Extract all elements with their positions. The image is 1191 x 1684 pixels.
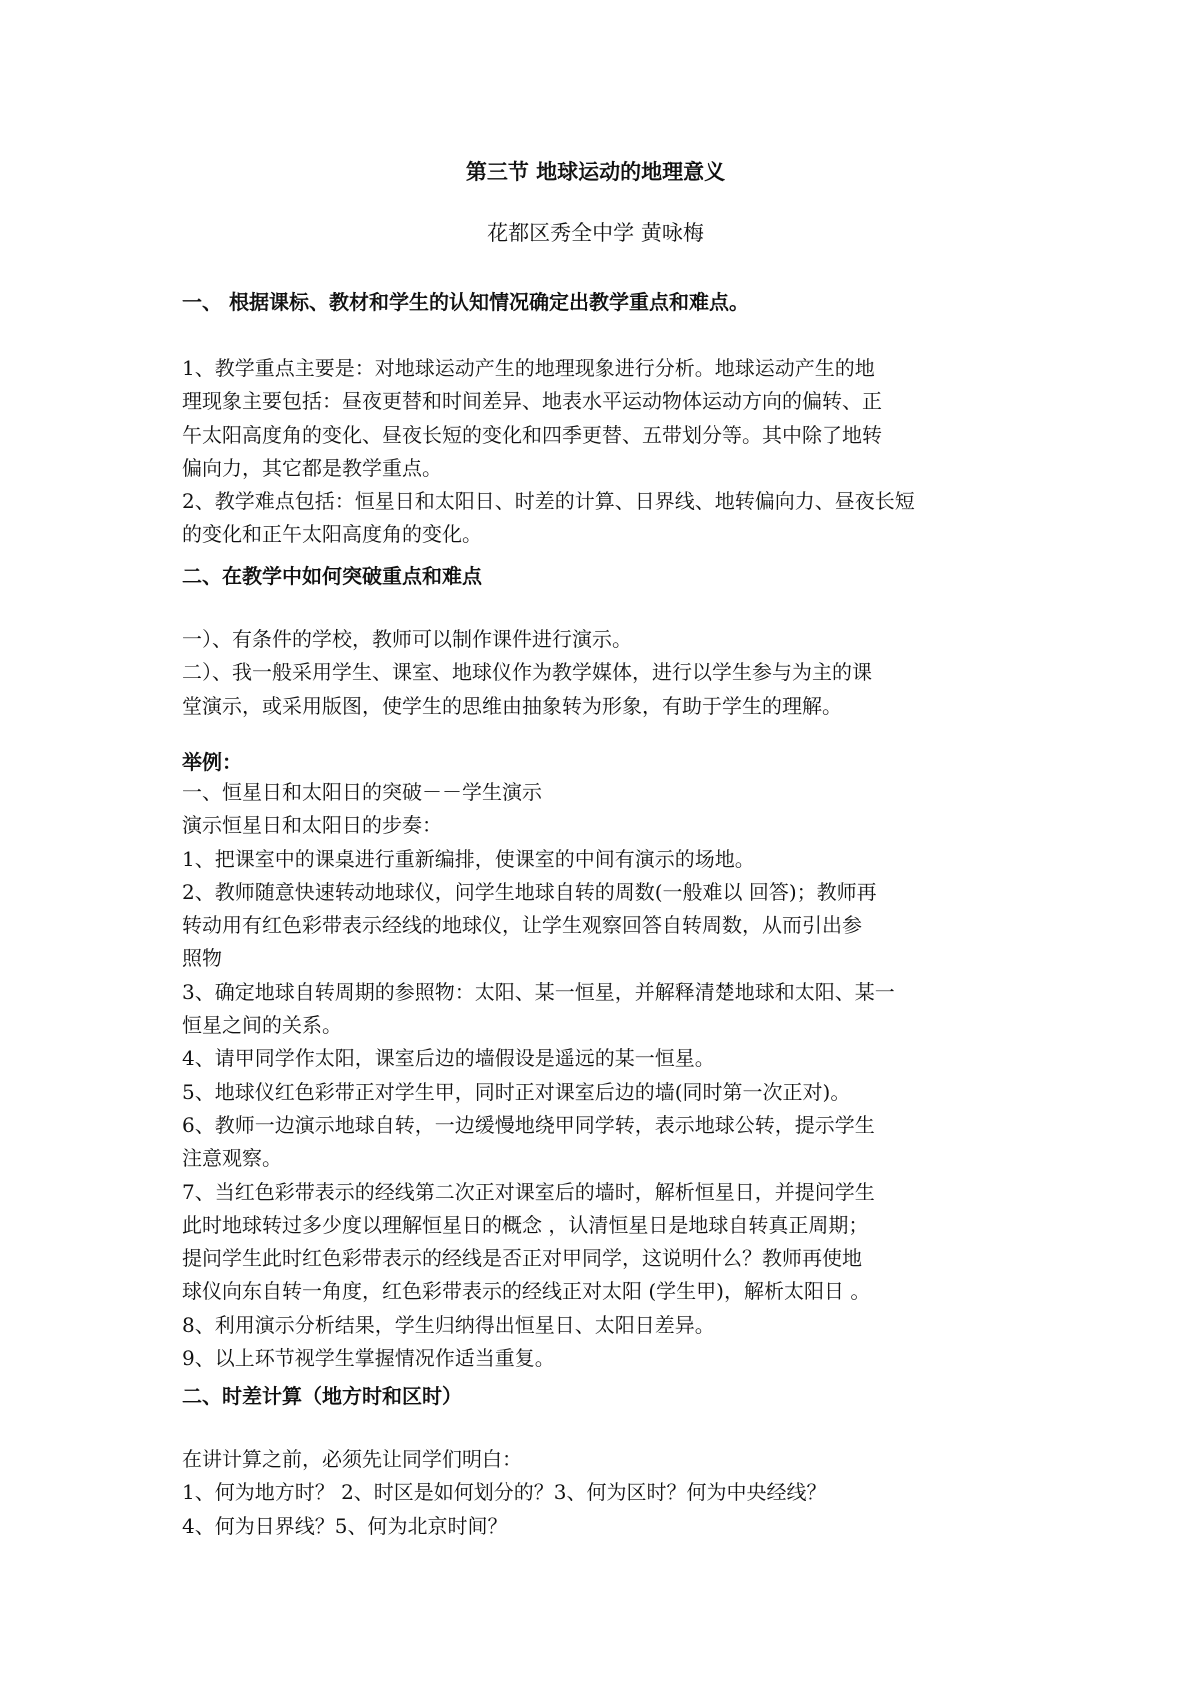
section1-body — [182, 352, 1020, 552]
paragraph-line: 的变化和正午太阳高度角的变化。 — [182, 522, 482, 547]
example-body — [182, 776, 1020, 1375]
paragraph-line: 5、地球仪红色彩带正对学生甲，同时正对课室后边的墙(同时第一次正对)。 — [182, 1079, 851, 1104]
paragraph-line: 一）、有条件的学校，教师可以制作课件进行演示。 — [182, 627, 632, 651]
paragraph-line: 二）、我一般采用学生、课室、地球仪作为教学媒体，进行以学生参与为主的课 — [182, 660, 872, 685]
section2-body — [182, 623, 1020, 723]
paragraph-line: 提问学生此时红色彩带表示的经线是否正对甲同学，这说明什么？教师再使地 — [182, 1246, 862, 1271]
paragraph-line: 3、确定地球自转周期的参照物：太阳、某一恒星，并解释清楚地球和太阳、某一 — [182, 979, 895, 1004]
section2-heading: 二、在教学中如何突破重点和难点 — [182, 564, 482, 588]
paragraph-line: 9、以上环节视学生掌握情况作适当重复。 — [182, 1346, 555, 1371]
paragraph-line: 2、教师随意快速转动地球仪，问学生地球自转的周数(一般难以 回答)；教师再 — [182, 879, 877, 904]
paragraph-line: 偏向力，其它都是教学重点。 — [182, 455, 442, 480]
paragraph-line: 演示恒星日和太阳日的步奏： — [182, 813, 442, 838]
paragraph-line: 堂演示，或采用版图，使学生的思维由抽象转为形象，有助于学生的理解。 — [182, 693, 842, 718]
paragraph-line: 1、教学重点主要是：对地球运动产生的地理现象进行分析。地球运动产生的地 — [182, 356, 875, 380]
section3-body — [182, 1443, 1020, 1543]
author-line: 花都区秀全中学 黄咏梅 — [487, 221, 704, 245]
paragraph-line: 注意观察。 — [182, 1146, 282, 1171]
paragraph-line: 理现象主要包括：昼夜更替和时间差异、地表水平运动物体运动方向的偏转、正 — [182, 389, 882, 414]
page-title: 第三节 地球运动的地理意义 — [465, 160, 726, 184]
paragraph-line: 恒星之间的关系。 — [182, 1013, 342, 1038]
section1-heading: 一、 根据课标、教材和学生的认知情况确定出教学重点和难点。 — [182, 290, 749, 314]
paragraph-line: 7、当红色彩带表示的经线第二次正对课室后的墙时，解析恒星日，并提问学生 — [182, 1179, 875, 1204]
paragraph-line: 在讲计算之前，必须先让同学们明白： — [182, 1447, 522, 1471]
example-label: 举例： — [182, 750, 242, 774]
paragraph-line: 6、教师一边演示地球自转，一边缓慢地绕甲同学转，表示地球公转，提示学生 — [182, 1112, 875, 1137]
paragraph-line: 8、利用演示分析结果，学生归纳得出恒星日、太阳日差异。 — [182, 1312, 715, 1337]
paragraph-line: 球仪向东自转一角度，红色彩带表示的经线正对太阳 (学生甲)，解析太阳日 。 — [182, 1279, 871, 1304]
paragraph-line: 1、把课室中的课桌进行重新编排，使课室的中间有演示的场地。 — [182, 846, 755, 871]
paragraph-line: 转动用有红色彩带表示经线的地球仪，让学生观察回答自转周数，从而引出参 — [182, 913, 862, 938]
section3-heading: 二、时差计算（地方时和区时） — [182, 1384, 462, 1408]
paragraph-line: 2、教学难点包括：恒星日和太阳日、时差的计算、日界线、地转偏向力、昼夜长短 — [182, 489, 915, 514]
paragraph-line: 照物 — [182, 946, 222, 971]
paragraph-line: 1、何为地方时？ 2、时区是如何划分的？3、何为区时？何为中央经线？ — [182, 1480, 827, 1505]
paragraph-line: 4、何为日界线？5、何为北京时间？ — [182, 1513, 508, 1538]
paragraph-line: 此时地球转过多少度以理解恒星日的概念 ，认清恒星日是地球自转真正周期； — [182, 1212, 869, 1237]
paragraph-line: 4、请甲同学作太阳，课室后边的墙假设是遥远的某一恒星。 — [182, 1046, 715, 1071]
paragraph-line: 午太阳高度角的变化、昼夜长短的变化和四季更替、五带划分等。其中除了地转 — [182, 422, 882, 447]
paragraph-line: 一、恒星日和太阳日的突破－－学生演示 — [182, 780, 542, 804]
